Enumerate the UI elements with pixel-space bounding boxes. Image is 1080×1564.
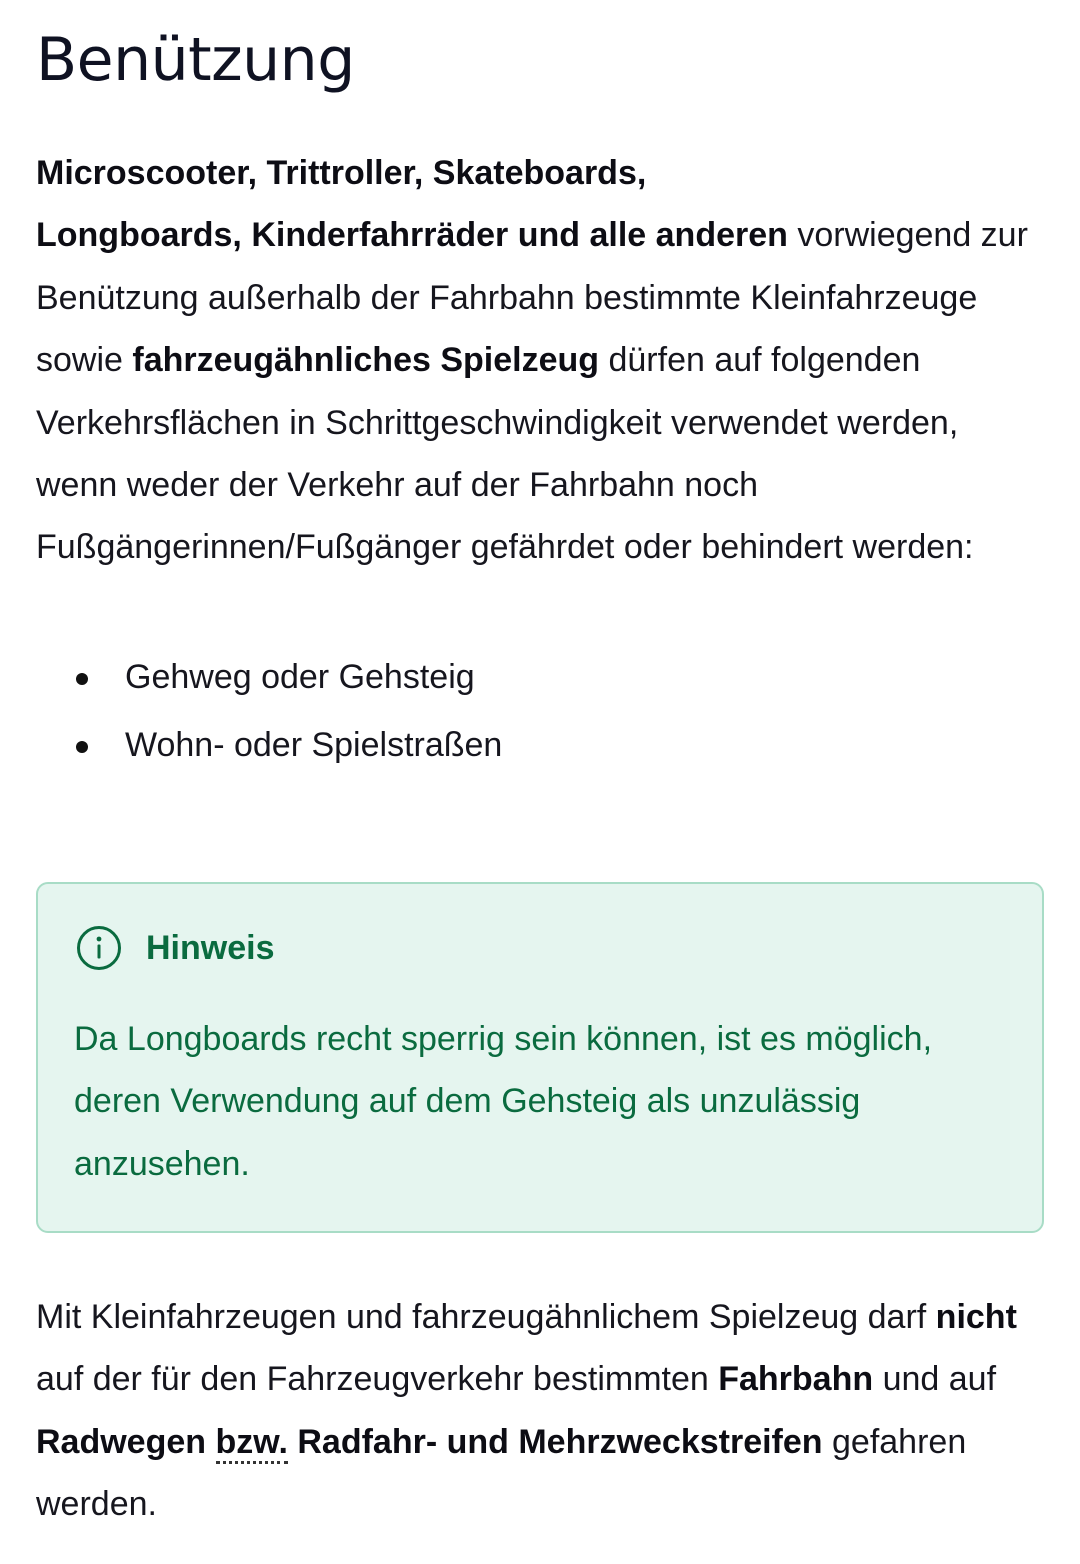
bullet-icon (76, 673, 88, 685)
intro-text-2: dürfen auf folgenden Verkehrsflächen in Schrittgeschwindigkeit verwendet werden, wenn weder der Verkehr auf der Fahrbahn noch Fußgängerinnen/Fußgänger gefährdet oder behindert werden: (36, 341, 974, 567)
closing-text-2: auf der für den Fahrzeugverkehr bestimmten (36, 1360, 719, 1399)
notice-title: Hinweis (146, 928, 275, 967)
bullet-icon (76, 741, 88, 753)
intro-bold-lead-1: Microscooter, Trittroller, Skateboards, (36, 154, 647, 192)
closing-bold-nicht: nicht (935, 1298, 1017, 1336)
intro-text-1: vorwiegend zur Benützung außerhalb der Fahrbahn bestimmte Kleinfahrzeuge sowie (36, 216, 1028, 380)
closing-text-1: Mit Kleinfahrzeugen und fahrzeugähnlichem Spielzeug darf (36, 1298, 936, 1336)
list-item-label: Gehweg oder Gehsteig (125, 657, 475, 696)
intro-bold-lead-2: Longboards, Kinderfahrräder und alle anderen (36, 216, 788, 255)
list-item (36, 711, 1044, 779)
notice-text: Da Longboards recht sperrig sein können, ist es möglich, deren Verwendung auf dem Gehsteig als unzulässig anzusehen. (74, 1020, 933, 1183)
closing-text-3: und auf (873, 1360, 997, 1399)
allowed-areas-list (36, 643, 1044, 779)
closing-text-4: gefahren werden. (36, 1422, 967, 1524)
abbreviation-bzw[interactable]: bzw. (216, 1423, 288, 1464)
closing-bold-radfahrstreifen: Radfahr- und Mehrzweckstreifen (287, 1422, 823, 1461)
list-item (36, 643, 1044, 711)
closing-bold-radwegen: Radwegen (36, 1422, 207, 1461)
info-icon (76, 925, 122, 971)
closing-bold-fahrbahn: Fahrbahn (718, 1360, 874, 1399)
closing-paragraph (36, 1286, 1044, 1536)
list-item-label: Wohn- oder Spielstraßen (125, 725, 503, 764)
intro-paragraph (36, 142, 1044, 579)
page-title: Benützung (36, 25, 355, 95)
notice-header (76, 924, 274, 972)
intro-bold-2: fahrzeugähnliches Spielzeug (132, 341, 600, 380)
